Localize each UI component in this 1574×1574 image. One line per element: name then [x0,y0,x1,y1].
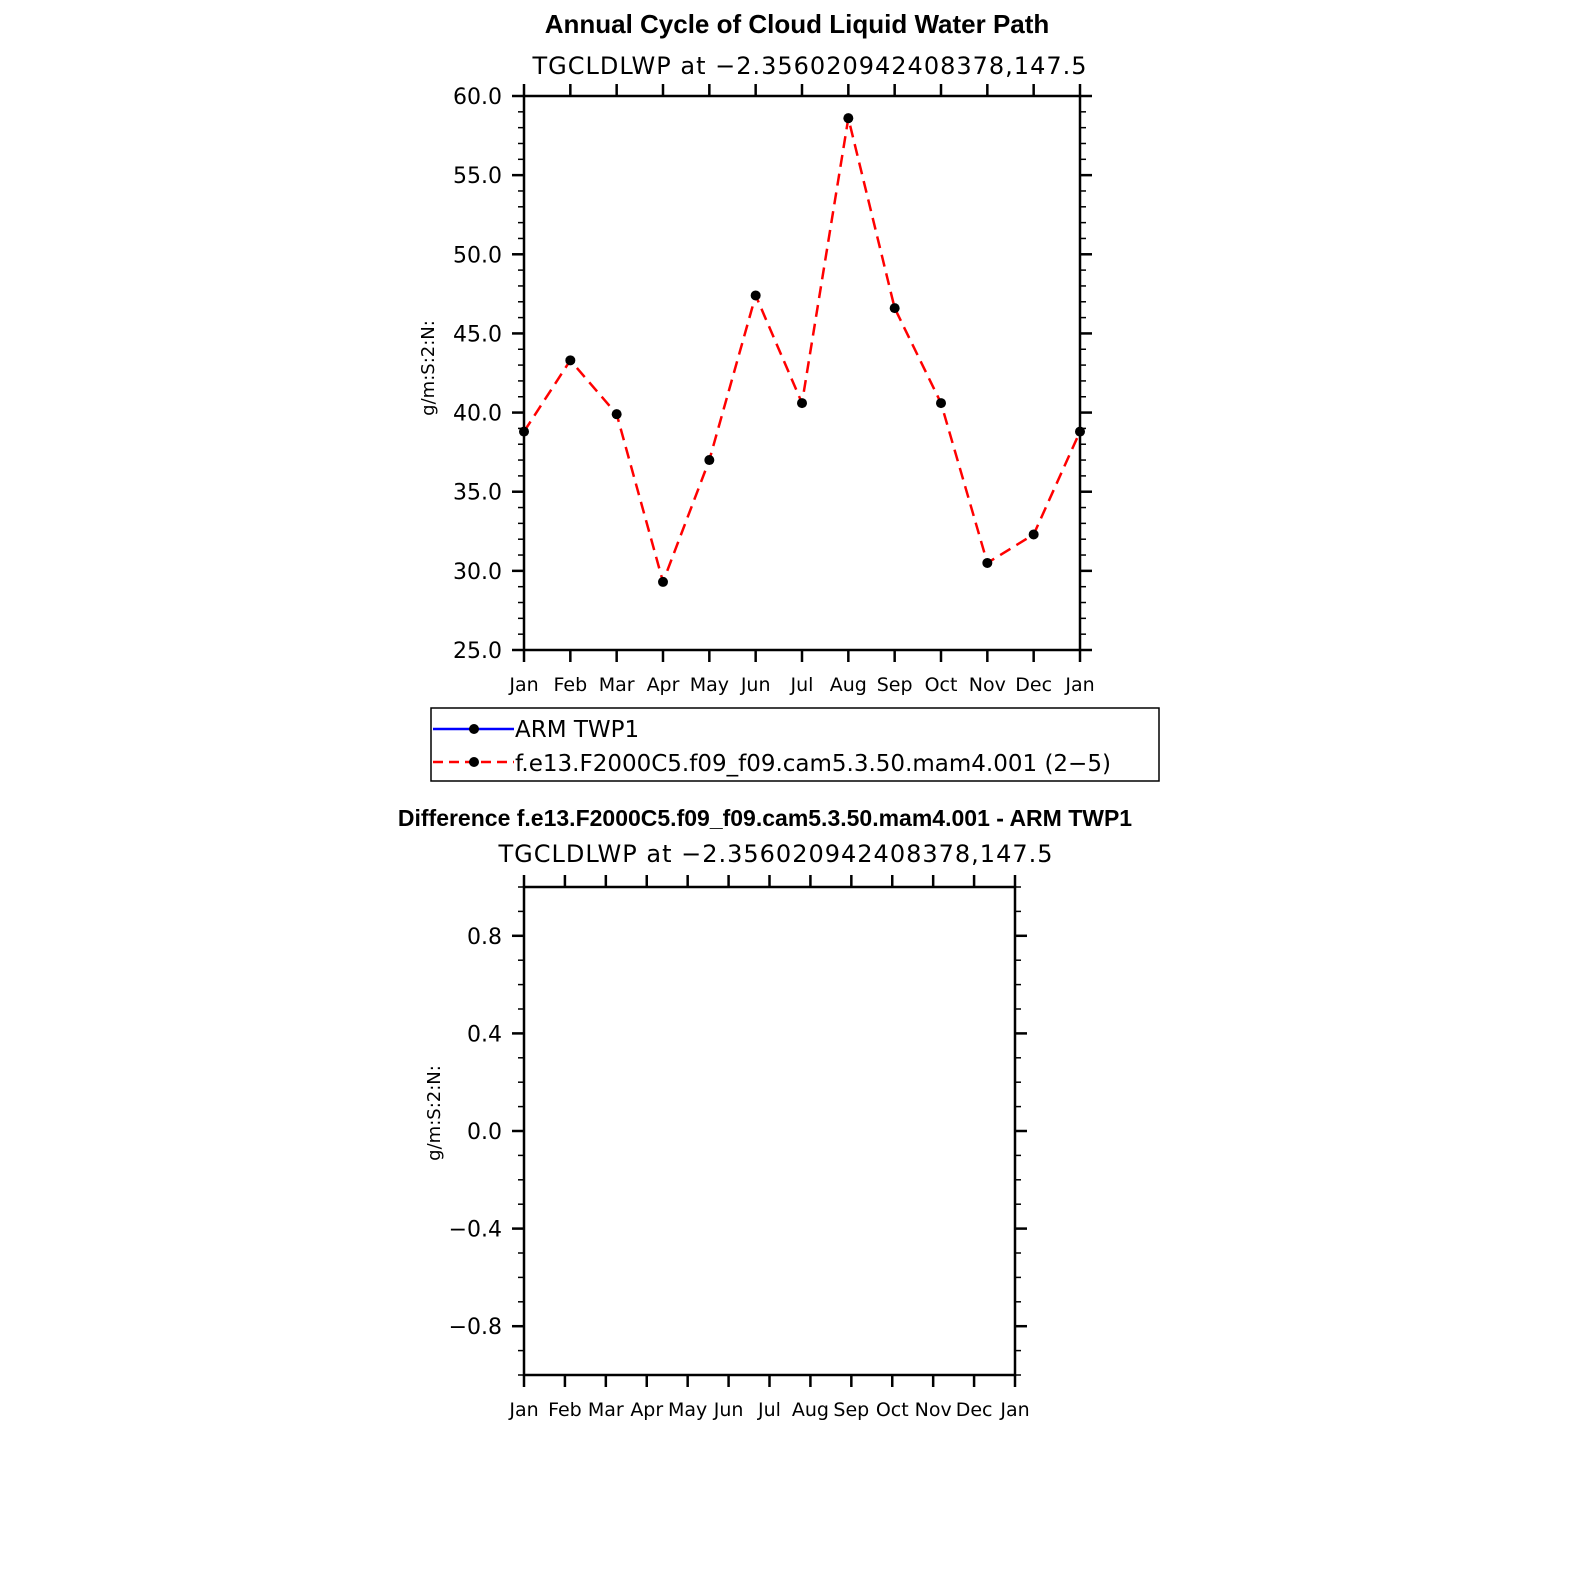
x-tick-label: Feb [553,674,588,696]
x-tick-label: Aug [791,1399,829,1421]
y-tick-label: 60.0 [453,85,502,110]
legend-marker-arm [469,724,479,734]
x-tick-label: Nov [968,674,1006,696]
x-tick-label: Jul [790,674,814,696]
x-tick-label: Sep [876,674,913,696]
top-plot-area [453,84,1095,696]
data-point [751,290,761,300]
x-tick-label: Jan [509,1399,539,1421]
x-tick-label: Nov [914,1399,952,1421]
diff-chart-title: Difference f.e13.F2000C5.f09_f09.cam5.3.50.mam4.001 - ARM TWP1 [397,805,1133,831]
x-tick-label: Oct [924,674,958,696]
plot-frame [524,96,1080,650]
x-tick-label: Jun [740,674,771,696]
x-tick-label: Apr [630,1399,664,1421]
y-tick-label: 0.4 [467,1022,502,1048]
x-tick-label: Feb [548,1399,582,1421]
data-point [658,577,668,587]
data-point [890,303,900,313]
y-tick-label: 50.0 [453,243,502,269]
plot-frame [524,887,1015,1375]
x-tick-label: Jan [509,674,539,696]
data-point [982,558,992,568]
data-point [565,355,575,365]
series-line [524,118,1080,582]
x-tick-label: Mar [598,674,635,696]
y-tick-label: 40.0 [453,401,502,427]
legend [431,708,1159,781]
data-point [704,455,714,465]
y-tick-label: 55.0 [453,164,502,190]
y-tick-label: 25.0 [453,639,502,664]
x-tick-label: Jun [713,1399,744,1421]
legend-marker-model [469,757,479,767]
y-tick-label: −0.8 [448,1315,502,1341]
x-tick-label: Oct [875,1399,909,1421]
diff-chart-subtitle: TGCLDLWP at −2.356020942408378,147.5 [498,840,1054,868]
chart-title: Annual Cycle of Cloud Liquid Water Path [544,9,1050,39]
x-tick-label: May [668,1399,708,1421]
data-point [519,427,529,437]
y-tick-label: 45.0 [453,322,502,348]
y-tick-label: 35.0 [453,480,502,506]
x-tick-label: May [689,674,729,696]
x-tick-label: Jan [1065,674,1095,696]
diff-y-axis-label: g/m:S:2:N: [424,1065,445,1161]
x-tick-label: Aug [829,674,867,696]
y-tick-label: 0.0 [467,1120,502,1145]
bottom-plot-area [449,875,1030,1421]
chart-subtitle: TGCLDLWP at −2.356020942408378,147.5 [532,52,1088,80]
x-tick-label: Dec [955,1399,993,1421]
data-point [843,113,853,123]
y-tick-label: 30.0 [453,559,502,585]
legend-label-arm: ARM TWP1 [515,717,640,743]
x-tick-label: Jul [758,1399,781,1421]
data-point [797,398,807,408]
y-tick-label: 0.8 [467,924,502,950]
x-tick-label: Sep [833,1399,870,1421]
legend-label-model: f.e13.F2000C5.f09_f09.cam5.3.50.mam4.001 (2−5) [515,751,1111,777]
x-tick-label: Apr [646,674,680,696]
data-point [1029,529,1039,539]
y-tick-label: −0.4 [448,1217,502,1243]
y-axis-label: g/m:S:2:N: [418,320,439,416]
x-tick-label: Dec [1015,674,1053,696]
data-point [612,409,622,419]
x-tick-label: Jan [1000,1399,1030,1421]
data-point [936,398,946,408]
data-point [1075,427,1085,437]
x-tick-label: Mar [587,1399,624,1421]
